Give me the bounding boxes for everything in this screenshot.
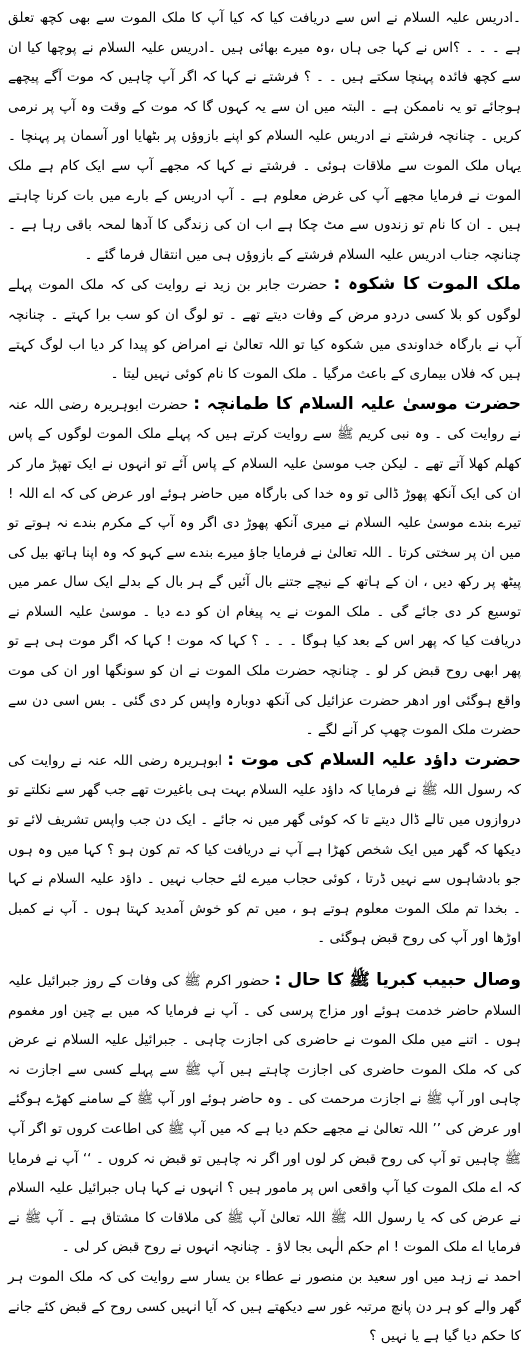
paragraph-musa-tamancha: [8, 390, 521, 746]
section-gap: [8, 954, 521, 966]
paragraph-malak-ul-maut-shikwa: [8, 270, 521, 389]
paragraph-ata-riwayat: [8, 1263, 521, 1352]
paragraph-text: ابوہریرہ رضی اللہ عنہ نے روایت کی کہ رسول اللہ ﷺ نے فرمایا کہ داؤد علیہ السلام بہت ہی باغیرت تھے جب گھر سے نکلتے تو دروازوں میں تالے ڈال دیتے تا کہ کوئی گھر میں نہ جائے ۔ ایک دن جب واپس تشریف لائے تو دیکھا کہ گھر میں ایک شخص کھڑا ہے آپ نے دریافت کیا کہ تم کون ہو ؟ کہا میں وہ ہوں جو بادشاہوں سے نہیں ڈرتا ، کوئی حجاب میرے لئے حجاب نہیں ۔ داؤد علیہ السلام نے کہا ۔ بخدا تم ملک الموت معلوم ہوتے ہو ، میں تم کو خوش آمدید کہتا ہوں ۔ آپ نے کمبل اوڑھا اور آپ کی روح قبض ہوگئی ۔: [8, 752, 521, 947]
section-heading: وصال حبیب کبریا ﷺ کا حال :: [274, 970, 521, 990]
section-heading: حضرت داؤد علیہ السلام کی موت :: [227, 749, 522, 770]
paragraph-idris: [8, 4, 521, 270]
paragraph-text: ۔ادریس علیہ السلام نے اس سے دریافت کیا کہ کیا آپ کا ملک الموت سے بھی کچھ تعلق ہے ۔ ۔ ۔ ؟اس نے کہا جی ہاں ،وہ میرے بھائی ہیں ۔ادریس علیہ السلام نے پوچھا کیا ان سے کچھ فائدہ پہنچا سکتے ہیں ۔ ۔ ؟ فرشتے نے کہا کہ اگر آپ چاہیں کہ موت آگے پیچھے ہوجائے تو یہ ناممکن ہے ۔ البتہ میں ان سے یہ کہوں گا کہ موت کے وقت وہ آپ پر نرمی کریں ۔ چنانچہ فرشتے نے ادریس علیہ السلام کو اپنے بازوؤں پر بٹھایا اور آسمان پر پہنچا ۔ یہاں ملک الموت سے ملاقات ہوئی ۔ فرشتے نے کہا کہ مجھے آپ سے ایک کام ہے ملک الموت نے فرمایا مجھے آپ کی غرض معلوم ہے ۔ آپ ادریس کے بارے میں بات کرنا چاہتے ہیں ۔ ان کا نام تو زندوں سے مٹ چکا ہے اب ان کی زندگی کا آدھا لمحہ باقی رہا ہے ۔ چنانچہ جناب ادریس علیہ السلام فرشتے کے بازوؤں ہی میں انتقال فرما گئے ۔: [8, 10, 521, 263]
paragraph-text: حضرت جابر بن زید نے روایت کی کہ ملک الموت پہلے لوگوں کو بلا کسی دردو مرض کے وفات دیتے تھے ۔ تو لوگ ان کو سب برا کہتے ۔ چنانچہ آپ نے بارگاہ خداوندی میں شکوہ کیا تو اللہ تعالیٰ نے امراض کو پیدا کر دیا اب لوگ کہتے ہیں کہ فلاں بیماری کے باعث مرگیا ۔ ملک الموت کا نام کوئی نہیں لیتا ۔: [8, 277, 521, 383]
paragraph-wisal-habib: [8, 966, 521, 1263]
paragraph-text: حضور اکرم ﷺ کی وفات کے روز جبرائیل علیہ السلام حاضر خدمت ہوئے اور مزاج پرسی کی ۔ آپ نے فرمایا کہ میں بے چین اور مغموم ہوں ۔ اتنے میں ملک الموت نے حاضری کی اجازت چاہی ۔ جبرائیل علیہ السلام نے عرض کی کہ ملک الموت حاضری کی اجازت چاہتے ہیں آپ ﷺ سے پہلے کسی سے اجازت نہ چاہی اور آپ ﷺ نے اجازت مرحمت کی ۔ وہ حاضر ہوئے اور آپ ﷺ کے سامنے کھڑے ہوگئے اور عرض کی ’’ اللہ تعالیٰ نے مجھے حکم دیا ہے کہ میں آپ ﷺ کی اطاعت کروں تو اگر آپ ﷺ چاہیں تو آپ کی روح قبض کر لوں اور اگر نہ چاہیں تو قبض نہ کروں ۔ ‘‘ آپ نے فرمایا کہ اے ملک الموت کیا آپ واقعی اس پر مامور ہیں ؟ انہوں نے کہا ہاں جبرائیل علیہ السلام نے عرض کی کہ یا رسول اللہ ﷺ اللہ تعالیٰ آپ ﷺ کی ملاقات کا مشتاق ہے ۔ آپ ﷺ نے فرمایا اے ملک الموت ! ام حکم الٰہی بجا لاؤ ۔ چنانچہ انہوں نے روح قبض کر لی ۔: [8, 973, 521, 1256]
paragraph-dawud-maut: [8, 746, 521, 954]
section-heading: ملک الموت کا شکوہ :: [333, 274, 521, 295]
section-heading: حضرت موسیٰ علیہ السلام کا طمانچہ :: [193, 393, 522, 414]
paragraph-text: حضرت ابوہریرہ رضی اللہ عنہ نے روایت کی ۔ وہ نبی کریم ﷺ سے روایت کرتے ہیں کہ پہلے ملک الموت لوگوں کے پاس کھلم کھلا آتے تھے ۔ لیکن جب موسیٰ علیہ السلام کے پاس آئے تو انہوں نے ایک تھپڑ مار کر ان کی ایک آنکھ پھوڑ ڈالی تو وہ خدا کی بارگاہ میں حاضر ہوئے اور عرض کی کہ اے اللہ ! تیرے بندے موسیٰ علیہ السلام نے میری آنکھ پھوڑ دی اگر وہ آپ کے مکرم بندے نہ ہوتے تو میں ان پر سختی کرتا ۔ اللہ تعالیٰ نے فرمایا جاؤ میرے بندے سے کہو کہ وہ اپنا ہاتھ بیل کی پیٹھ پر رکھ دیں ، ان کے ہاتھ کے نیچے جتنے بال آئیں گے ہر بال کے بدلے ایک سال عمر میں توسیع کر دی جائے گی ۔ ملک الموت نے یہ پیغام ان کو دے دیا ۔ موسیٰ علیہ السلام نے دریافت کیا کہ پھر اس کے بعد کیا ہوگا ۔ ۔ ۔ ؟ کہا کہ موت ! کہا کہ اگر موت ہی ہے تو پھر ابھی روح قبض کر لو ۔ چنانچہ حضرت ملک الموت نے ان کو سونگھا اور ان کی موت واقع ہوگئی اور ادھر حضرت عزائیل کی آنکھ دوبارہ واپس کر دی گئی ۔ بس اسی دن سے حضرت ملک الموت چھپ کر آنے لگے ۔: [8, 396, 521, 739]
paragraph-text: احمد نے زہد میں اور سعید بن منصور نے عطاء بن یسار سے روایت کی کہ ملک الموت ہر گھر والے کو ہر دن پانچ مرتبہ غور سے دیکھتے ہیں کہ آیا انہیں کسی روح کے قبض کئے جانے کا حکم دیا گیا ہے یا نہیں ؟: [8, 1268, 521, 1345]
